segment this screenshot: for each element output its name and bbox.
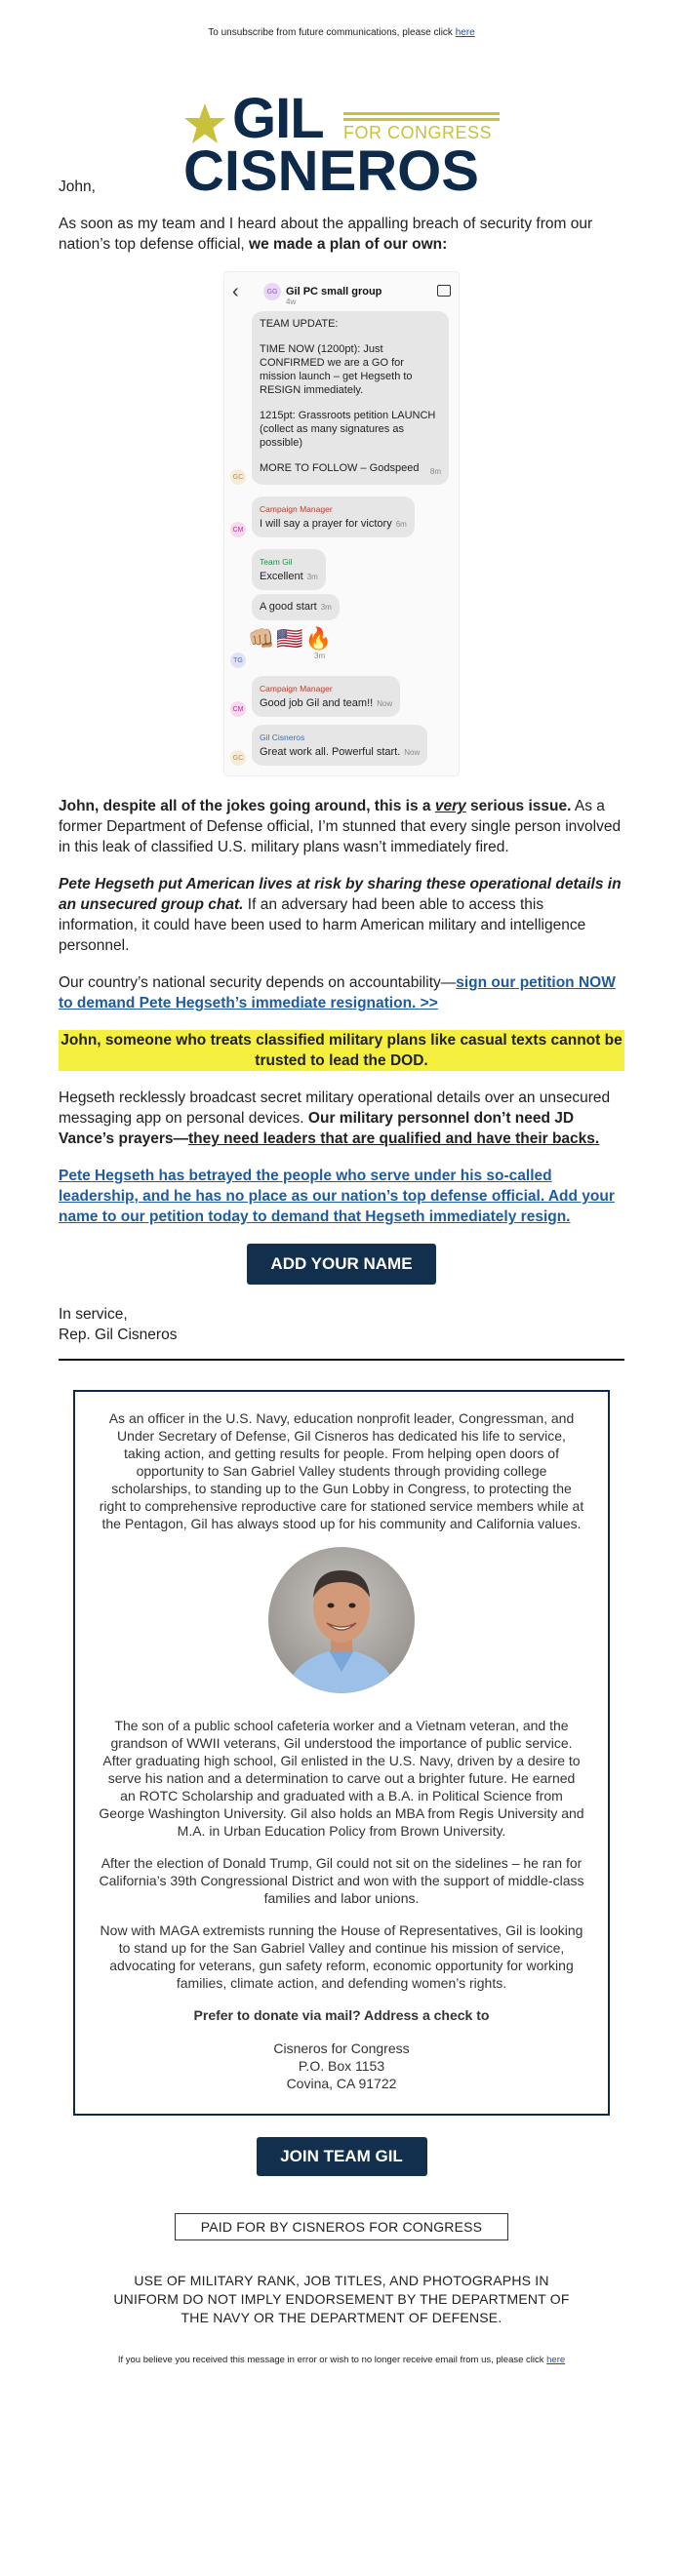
avatar: GC bbox=[230, 469, 246, 485]
message-time: 8m bbox=[429, 467, 441, 476]
avatar: CM bbox=[230, 522, 246, 537]
message-line: 1215pt: Grassroots petition LAUNCH (collect as many signatures as possible) bbox=[260, 410, 436, 449]
mailing-address bbox=[99, 2040, 584, 2092]
message-line: MORE TO FOLLOW – Godspeed bbox=[260, 462, 420, 474]
highlight-callout: John, someone who treats classified military plans like casual texts cannot be trusted to lead the DOD. bbox=[59, 1030, 624, 1071]
para-text: Hegseth recklessly broadcast secret military operational details over an unsecured messaging app on personal devices. bbox=[59, 1090, 611, 1127]
para-text: If an adversary had been able to access this information, it could have been used to harm American military and intelligence personnel. bbox=[59, 896, 586, 954]
emoji-meta bbox=[224, 652, 459, 668]
intro-bold: we made a plan of our own: bbox=[249, 236, 448, 253]
paragraph-risk bbox=[59, 874, 624, 956]
message-time: 6m bbox=[395, 520, 407, 529]
group-avatar: GG bbox=[263, 283, 281, 300]
unsubscribe-note bbox=[0, 0, 683, 38]
chat-message bbox=[224, 549, 459, 590]
para-text: As a former Department of Defense official, I’m stunned that every single person involved in this leak of classified U.S. military plans wasn’t immediately fired. bbox=[59, 798, 622, 855]
group-chat-screenshot bbox=[223, 271, 460, 776]
message-text: A good start bbox=[260, 601, 317, 613]
message-bubble bbox=[252, 676, 400, 717]
message-sender: Campaign Manager bbox=[260, 684, 333, 694]
para-text: Our country’s national security depends on accountability— bbox=[59, 974, 457, 991]
para-bold: serious issue. bbox=[465, 798, 572, 814]
bio-box bbox=[73, 1390, 610, 2116]
message-text: I will say a prayer for victory bbox=[260, 518, 392, 530]
message-sender: Gil Cisneros bbox=[260, 733, 305, 742]
candidate-photo bbox=[268, 1547, 415, 1693]
message-time: 3m bbox=[314, 652, 326, 660]
intro-text: As soon as my team and I heard about the appalling breach of security from our nation’s top defense official, bbox=[59, 216, 593, 253]
unsubscribe-text: To unsubscribe from future communications, please click bbox=[208, 27, 456, 38]
logo-bar bbox=[343, 112, 500, 115]
chat-group-sub: 4w bbox=[286, 297, 297, 306]
chat-message bbox=[224, 496, 459, 537]
bio-paragraph: The son of a public school cafeteria worker and a Vietnam veteran, and the grandson of WWII veterans, Gil understood the importance of public service. After graduating high school, Gil enlisted in the U.S. Navy, driven by a desire to serve his nation and a determination to carve out a brighter future. He earned an ROTC Scholarship and graduated with a B.A. in Political Science from George Washington University. Gil also holds an MBA from Regis University and M.A. in Urban Education Policy from Brown University. bbox=[99, 1718, 584, 1839]
avatar: TG bbox=[230, 653, 246, 668]
address-line: Cisneros for Congress bbox=[273, 2041, 410, 2056]
email-body bbox=[0, 177, 683, 1345]
logo-first-name: GIL bbox=[232, 87, 324, 150]
address-line: Covina, CA 91722 bbox=[286, 2076, 397, 2091]
para-emphasis: very bbox=[434, 798, 466, 814]
para-bold: John, despite all of the jokes going around, this is a bbox=[59, 798, 435, 814]
message-line: TEAM UPDATE: bbox=[260, 318, 339, 330]
footer-text: If you believe you received this message in error or wish to no longer receive email from us, please click bbox=[117, 2355, 547, 2365]
paragraph-serious bbox=[59, 796, 624, 857]
message-time: 3m bbox=[306, 573, 318, 581]
chat-message bbox=[224, 594, 459, 620]
footer-note bbox=[0, 2355, 683, 2365]
message-text: Good job Gil and team!! bbox=[260, 697, 374, 709]
message-time: 3m bbox=[320, 603, 332, 612]
message-time: Now bbox=[404, 748, 421, 757]
bio-paragraph: As an officer in the U.S. Navy, education nonprofit leader, Congressman, and Under Secretary of Defense, Gil Cisneros has dedicated his life to service, taking action, and getting results for people. From helping open doors of opportunity to San Gabriel Valley students through providing college scholarships, to standing up to the Gun Lobby in Congress, to protecting the right to comprehensive reproductive care for stationed service members while at the Pentagon, Gil has always stood up for his community and California values. bbox=[99, 1410, 584, 1531]
intro-paragraph bbox=[59, 214, 624, 255]
message-bubble bbox=[252, 725, 427, 766]
unsubscribe-link[interactable]: here bbox=[455, 27, 475, 38]
chat-header bbox=[224, 276, 459, 307]
signoff-line: In service, bbox=[59, 1306, 128, 1323]
message-bubble bbox=[252, 594, 340, 620]
para-bold-underline: they need leaders that are qualified and have their backs. bbox=[187, 1130, 600, 1147]
chat-message bbox=[224, 725, 459, 766]
para-bold-italic: Pete Hegseth put American lives at risk by sharing these operational details in an unsecured group chat. bbox=[59, 876, 622, 913]
logo-bar bbox=[343, 118, 500, 121]
bio-paragraph: After the election of Donald Trump, Gil could not sit on the sidelines – he ran for California’s 39th Congressional District and won with the support of middle-class families and labor unions. bbox=[99, 1855, 584, 1906]
message-text: Great work all. Powerful start. bbox=[260, 746, 401, 758]
mail-heading: Prefer to donate via mail? Address a check to bbox=[193, 2007, 490, 2023]
message-bubble bbox=[252, 549, 326, 590]
message-bubble bbox=[252, 496, 415, 537]
petition-link[interactable]: sign our petition NOW to demand Pete Hegseth’s immediate resignation. >> bbox=[59, 974, 616, 1011]
message-bubble bbox=[252, 311, 449, 485]
logo-last-name: CISNEROS bbox=[183, 139, 479, 203]
signoff-name: Rep. Gil Cisneros bbox=[59, 1327, 178, 1343]
chat-group-name: Gil PC small group bbox=[286, 286, 382, 297]
chat-message-emoji bbox=[224, 626, 459, 668]
section-divider bbox=[59, 1359, 624, 1361]
logo-tagline: FOR CONGRESS bbox=[343, 123, 493, 142]
avatar: CM bbox=[230, 701, 246, 717]
para-bold: Our military personnel don’t need JD Vance’s prayers— bbox=[59, 1110, 575, 1147]
paid-for-disclaimer: PAID FOR BY CISNEROS FOR CONGRESS bbox=[175, 2213, 508, 2240]
footer-unsubscribe-link[interactable]: here bbox=[546, 2355, 566, 2365]
greeting: John, bbox=[59, 178, 96, 195]
military-disclaimer: USE OF MILITARY RANK, JOB TITLES, AND PHOTOGRAPHS IN UNIFORM DO NOT IMPLY ENDORSEMENT BY THE DEPARTMENT OF THE NAVY OR THE DEPARTMENT OF DEFENSE. bbox=[113, 2273, 570, 2325]
message-line: TIME NOW (1200pt): Just CONFIRMED we are a GO for mission launch – get Hegseth to RESIGN immediately. bbox=[260, 343, 413, 396]
video-camera-icon bbox=[437, 285, 451, 297]
paragraph-petition bbox=[59, 972, 624, 1013]
message-sender: Campaign Manager bbox=[260, 504, 333, 514]
message-time: Now bbox=[377, 699, 393, 708]
add-your-name-button[interactable]: ADD YOUR NAME bbox=[247, 1244, 436, 1285]
paragraph-prayers bbox=[59, 1088, 624, 1149]
chevron-left-icon: ‹ bbox=[232, 280, 239, 302]
message-emoji: 👊🏼🇺🇸🔥 bbox=[248, 626, 335, 651]
petition-link-2[interactable]: Pete Hegseth has betrayed the people who serve under his so-called leadership, and he has no place as our nation’s top defense official. Add your name to our petition today to demand that Hegseth immediately resign. bbox=[59, 1168, 615, 1225]
chat-message bbox=[224, 311, 459, 485]
message-sender: Team Gil bbox=[260, 557, 293, 567]
paragraph-betrayed bbox=[59, 1166, 624, 1227]
avatar: GC bbox=[230, 750, 246, 766]
signoff bbox=[59, 1304, 624, 1345]
candidate-portrait-icon bbox=[268, 1547, 415, 1693]
join-team-gil-button[interactable]: JOIN TEAM GIL bbox=[257, 2137, 427, 2176]
chat-message bbox=[224, 676, 459, 717]
bio-paragraph: Now with MAGA extremists running the House of Representatives, Gil is looking to stand up for the San Gabriel Valley and continue his mission of service, advocating for veterans, gun safety reform, economic opportunity for working families, climate action, and defending women’s rights. bbox=[100, 1922, 583, 1991]
message-text: Excellent bbox=[260, 571, 303, 582]
address-line: P.O. Box 1153 bbox=[298, 2058, 385, 2074]
